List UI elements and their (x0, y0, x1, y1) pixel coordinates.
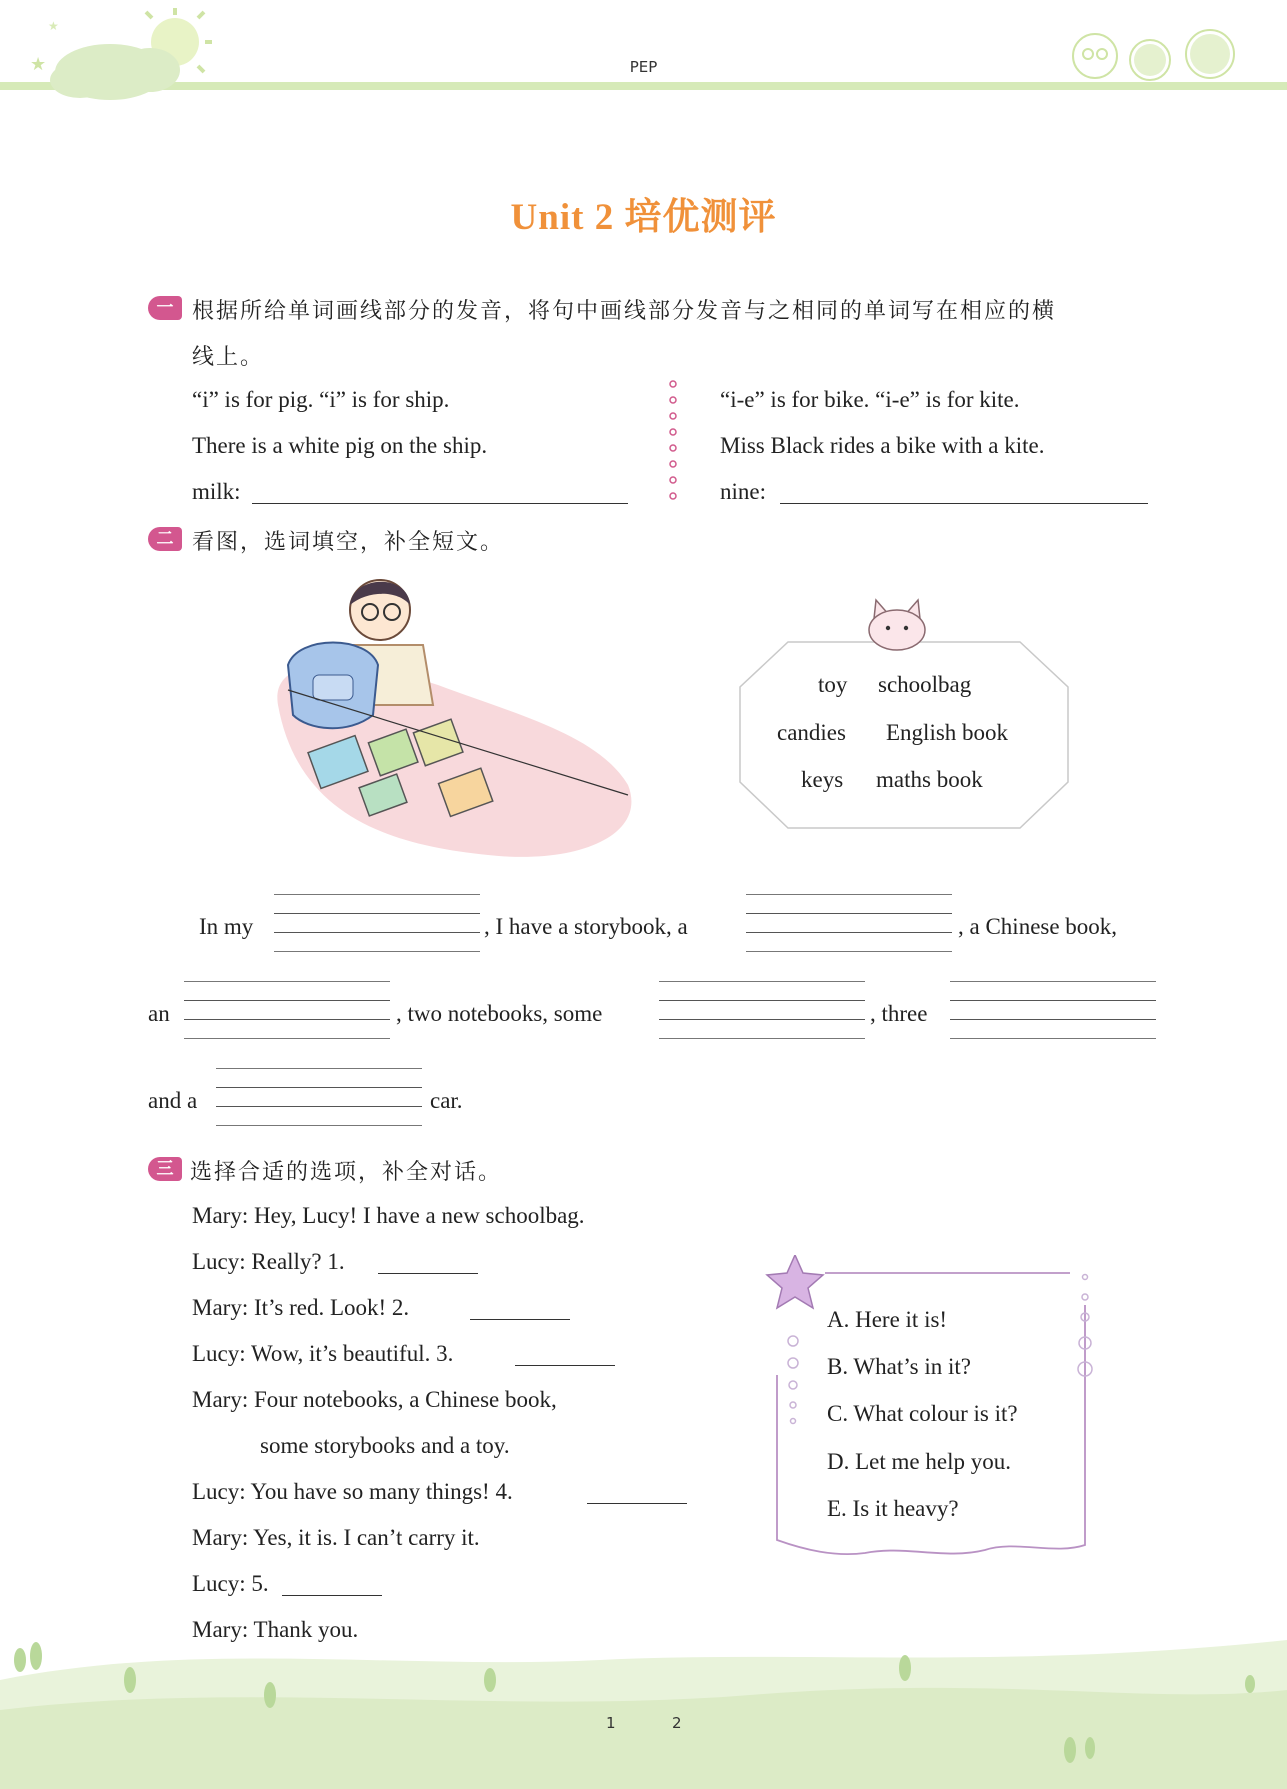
right-sentence: Miss Black rides a bike with a kite. (720, 433, 1045, 458)
section-tag-2: 二 (148, 527, 182, 551)
dialogue-line: Mary: Yes, it is. I can’t carry it. (192, 1525, 480, 1550)
nine-prompt: nine: (720, 479, 766, 504)
passage-text: In my (199, 914, 254, 939)
left-rule: “i” is for pig. “i” is for ship. (192, 387, 450, 412)
cat-icon (869, 600, 925, 650)
dialogue-line: Mary: It’s red. Look! 2. (192, 1295, 410, 1320)
section1-instruction: 根据所给单词画线部分的发音，将句中画线部分发音与之相同的单词写在相应的横 (192, 299, 1057, 324)
section-tag-3: 三 (148, 1157, 182, 1181)
answer-blank-1[interactable] (378, 1273, 478, 1274)
four-line-blank[interactable] (184, 981, 390, 1041)
four-line-blank[interactable] (746, 894, 952, 954)
option-e: E. Is it heavy? (827, 1496, 959, 1521)
milk-prompt: milk: (192, 479, 241, 504)
dialogue-line: Lucy: Wow, it’s beautiful. 3. (192, 1341, 454, 1366)
dots-divider (663, 378, 683, 508)
sun-cloud-decoration (20, 0, 220, 110)
answer-blank-2[interactable] (470, 1319, 570, 1320)
word-toy: toy (818, 672, 848, 697)
dialogue-line: Mary: Thank you. (192, 1617, 359, 1642)
four-line-blank[interactable] (216, 1068, 422, 1128)
option-a: A. Here it is! (827, 1307, 948, 1332)
dialogue-line: Mary: Four notebooks, a Chinese book, (192, 1387, 557, 1412)
passage-text: car. (430, 1088, 463, 1113)
dialogue-line: Lucy: 5. (192, 1571, 269, 1596)
schoolbag (288, 643, 378, 729)
grass-footer-decoration (0, 1620, 1287, 1789)
answer-blank-3[interactable] (515, 1365, 615, 1366)
passage-text: , a Chinese book, (958, 914, 1118, 939)
word-keys: keys (801, 767, 844, 792)
passage-text: , three (870, 1001, 928, 1026)
word-english-book: English book (886, 720, 1009, 745)
svg-text:★: ★ (30, 54, 47, 75)
four-line-blank[interactable] (950, 981, 1156, 1041)
four-line-blank[interactable] (659, 981, 865, 1041)
page-number-right: 2 (672, 1714, 682, 1732)
four-line-blank[interactable] (274, 894, 480, 954)
section1-instruction-cont: 线上。 (192, 345, 265, 370)
series-label: PEP (629, 58, 658, 76)
dialogue-line: some storybooks and a toy. (260, 1433, 510, 1458)
section2-instruction: 看图，选词填空，补全短文。 (192, 530, 505, 555)
dialogue-line: Lucy: You have so many things! 4. (192, 1479, 513, 1504)
passage-text: , two notebooks, some (396, 1001, 603, 1026)
svg-text:★: ★ (48, 19, 59, 33)
answer-blank-4[interactable] (587, 1503, 687, 1504)
passage-text: and a (148, 1088, 198, 1113)
word-bank-frame (738, 592, 1070, 832)
left-sentence: There is a white pig on the ship. (192, 433, 488, 458)
word-schoolbag: schoolbag (878, 672, 972, 697)
passage-text: , I have a storybook, a (484, 914, 688, 939)
page-number-left: 1 (606, 1714, 616, 1732)
right-rule: “i-e” is for bike. “i-e” is for kite. (720, 387, 1020, 412)
dialogue-line: Mary: Hey, Lucy! I have a new schoolbag. (192, 1203, 585, 1228)
section-tag-1: 一 (148, 296, 182, 320)
animals-decoration (1060, 18, 1260, 88)
option-c: C. What colour is it? (827, 1401, 1018, 1426)
milk-answer-line[interactable] (252, 503, 628, 504)
star-icon (767, 1255, 823, 1308)
dialogue-line: Lucy: Really? 1. (192, 1249, 345, 1274)
word-maths-book: maths book (876, 767, 983, 792)
option-b: B. What’s in it? (827, 1354, 971, 1379)
page-title: Unit 2 培优测评 (510, 197, 777, 238)
nine-answer-line[interactable] (780, 503, 1148, 504)
passage-text: an (148, 1001, 170, 1026)
boy-schoolbag-illustration (258, 565, 638, 865)
option-d: D. Let me help you. (827, 1449, 1011, 1474)
section3-instruction: 选择合适的选项，补全对话。 (190, 1160, 503, 1185)
answer-blank-5[interactable] (282, 1595, 382, 1596)
word-candies: candies (777, 720, 846, 745)
